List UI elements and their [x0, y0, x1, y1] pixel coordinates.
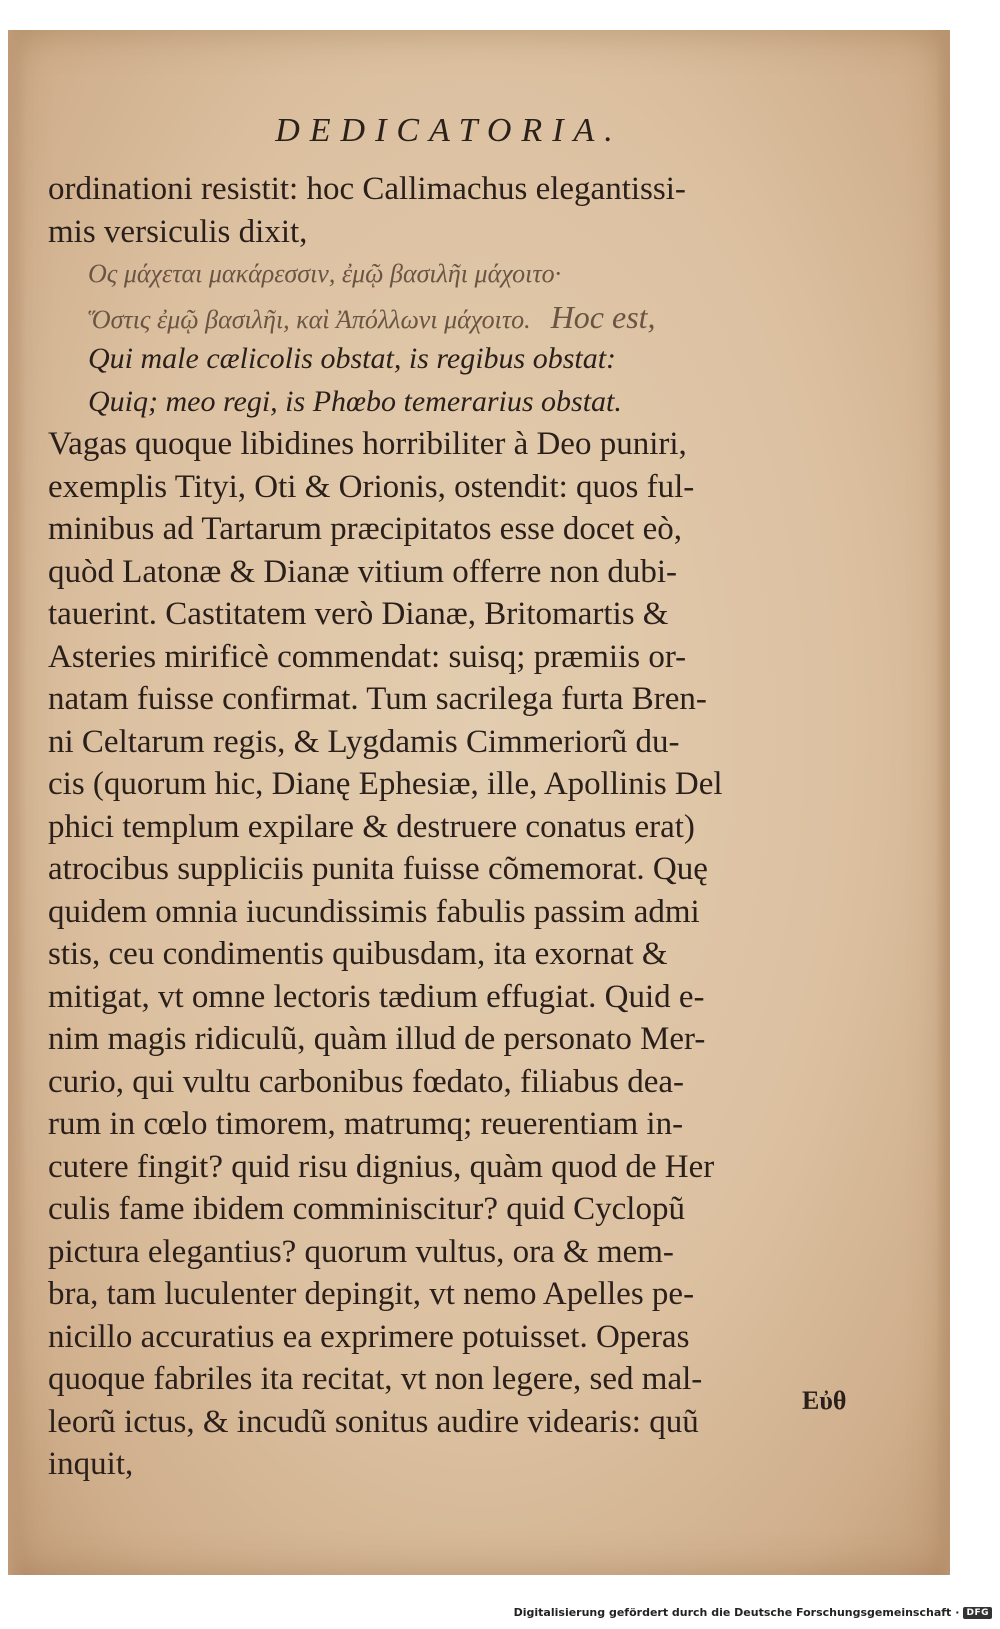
dfg-logo: DFG	[963, 1607, 992, 1619]
hoc-est-label: Hoc est,	[550, 298, 656, 335]
text-line: minibus ad Tartarum præcipitatos esse docet eò,	[48, 511, 683, 547]
text-line: exemplis Tityi, Oti & Orionis, ostendit: quos ful-	[48, 468, 695, 505]
page-edge-shadow-left	[8, 30, 26, 1575]
page-edge-shadow-right	[936, 30, 950, 1575]
text-line: nicillo accuratius ea exprimere potuisset. Operas	[48, 1318, 690, 1355]
text-line: quoque fabriles ita recitat, vt non legere, sed mal-	[48, 1361, 703, 1397]
text-line	[48, 296, 848, 339]
text-line: atrocibus suppliciis punita fuisse cõmemorat. Quę	[48, 851, 708, 887]
text-line: cis (quorum hic, Dianę Ephesiæ, ille, Apollinis Del	[48, 766, 723, 802]
text-line: Quiq; meo regi, is Phœbo temerarius obstat.	[88, 384, 622, 418]
separator: ·	[955, 1606, 960, 1619]
text-line: curio, qui vultu carbonibus fœdato, filiabus dea-	[48, 1063, 685, 1100]
text-line: Asteries mirificè commendat: suisq; præmiis or-	[48, 638, 687, 675]
text-line: cutere fingit? quid risu dignius, quàm quod de Her	[48, 1148, 715, 1185]
running-head: DEDICATORIA.	[275, 112, 623, 149]
text-line: tauerint. Castitatem verò Dianæ, Britomartis &	[48, 596, 669, 632]
text-line: quidem omnia iucundissimis fabulis passim admi	[48, 893, 700, 930]
text-line: mis versiculis dixit,	[48, 213, 308, 250]
text-line: Vagas quoque libidines horribiliter à Deo puniri,	[48, 426, 687, 462]
text-line: mitigat, vt omne lectoris tædium effugiat. Quid e-	[48, 978, 705, 1015]
text-line: bra, tam luculenter depingit, vt nemo Apelles pe-	[48, 1276, 695, 1312]
text-line: nim magis ridiculũ, quàm illud de personato Mer-	[48, 1021, 706, 1057]
greek-verse: Ὅστις ἐμῷ βασιλῆι, καὶ Ἀπόλλωνι μάχοιτο.	[88, 304, 531, 334]
text-line: natam fuisse confirmat. Tum sacrilega furta Bren-	[48, 681, 707, 717]
text-line: inquit,	[48, 1446, 134, 1482]
text-line: Ος μάχεται μακάρεσσιν, ἐμῷ βασιλῆι μάχοιτο·	[88, 259, 562, 288]
text-line: ordinationi resistit: hoc Callimachus elegantissi-	[48, 171, 686, 207]
footer-credit	[514, 1606, 992, 1619]
book-page	[8, 30, 950, 1575]
text-line: pictura elegantius? quorum vultus, ora & mem-	[48, 1233, 674, 1270]
text-line: ni Celtarum regis, & Lygdamis Cimmeriorũ du-	[48, 723, 680, 760]
text-line: quòd Latonæ & Dianæ vitium offerre non dubi-	[48, 553, 678, 590]
body-text	[48, 168, 848, 1486]
text-line: leorũ ictus, & incudũ sonitus audire videaris: quũ	[48, 1403, 699, 1440]
catchword: Εὐθ	[802, 1386, 847, 1415]
text-line: rum in cœlo timorem, matrumq; reuerentiam in-	[48, 1106, 684, 1142]
text-line: culis fame ibidem comminiscitur? quid Cyclopũ	[48, 1191, 685, 1227]
text-line: stis, ceu condimentis quibusdam, ita exornat &	[48, 936, 668, 972]
text-line: Qui male cælicolis obstat, is regibus obstat:	[88, 342, 617, 375]
text-line: phici templum expilare & destruere conatus erat)	[48, 808, 695, 845]
credit-text: Digitalisierung gefördert durch die Deutsche Forschungsgemeinschaft	[513, 1606, 952, 1619]
